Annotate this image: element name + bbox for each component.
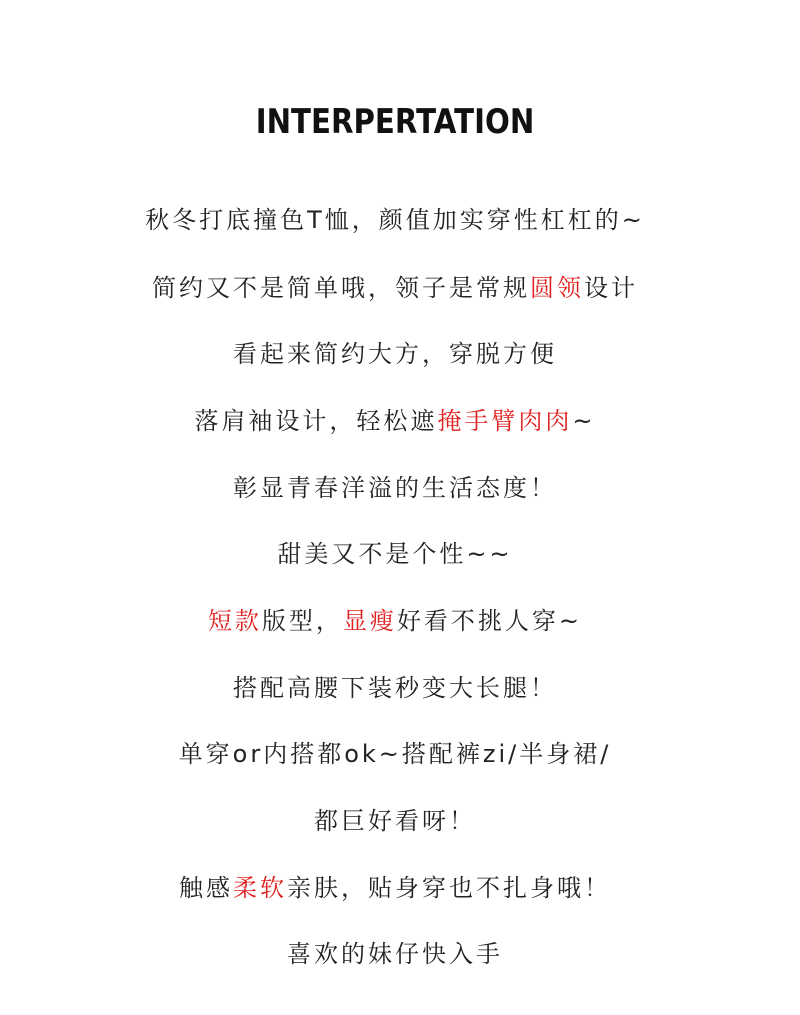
line-text: 搭配高腰下装秒变大长腿！	[233, 674, 557, 702]
page-title: INTERPERTATION	[255, 102, 535, 142]
line-text: 简约又不是简单哦，领子是常规	[152, 274, 530, 302]
line-text: 单穿or内搭都ok~搭配裤zi/半身裙/	[178, 740, 612, 768]
description-line	[0, 202, 790, 238]
description-line	[0, 870, 790, 906]
highlighted-text: 圆领	[530, 274, 584, 302]
line-text: 版型，	[261, 607, 343, 635]
description-line	[0, 470, 790, 506]
line-text: 好看不挑人穿~	[396, 607, 583, 635]
description-line	[0, 736, 790, 772]
line-text: 触感	[179, 874, 233, 902]
highlighted-text: 显瘦	[342, 607, 397, 635]
description-line	[0, 336, 790, 372]
description-line	[0, 536, 790, 572]
line-text: ~	[572, 407, 596, 435]
line-text: 设计	[584, 274, 638, 302]
description-line	[0, 803, 790, 839]
line-text: 彰显青春洋溢的生活态度！	[233, 474, 557, 502]
description-line	[0, 936, 790, 972]
description-line	[0, 670, 790, 706]
description-line	[0, 403, 790, 439]
description-line	[0, 270, 790, 306]
line-text: 亲肤，贴身穿也不扎身哦！	[287, 874, 611, 902]
line-text: 看起来简约大方，穿脱方便	[233, 340, 557, 368]
line-text: 秋冬打底撞色T恤，颜值加实穿性杠杠的~	[145, 206, 645, 234]
highlighted-text: 短款	[207, 607, 262, 635]
line-text: 喜欢的妹仔快入手	[287, 940, 503, 968]
highlighted-text: 柔软	[233, 874, 287, 902]
description-line	[0, 603, 790, 639]
line-text: 甜美又不是个性~~	[277, 540, 513, 568]
line-text: 落肩袖设计，轻松遮	[194, 407, 438, 435]
line-text: 都巨好看呀！	[314, 807, 476, 835]
highlighted-text: 掩手臂肉肉	[437, 407, 573, 435]
